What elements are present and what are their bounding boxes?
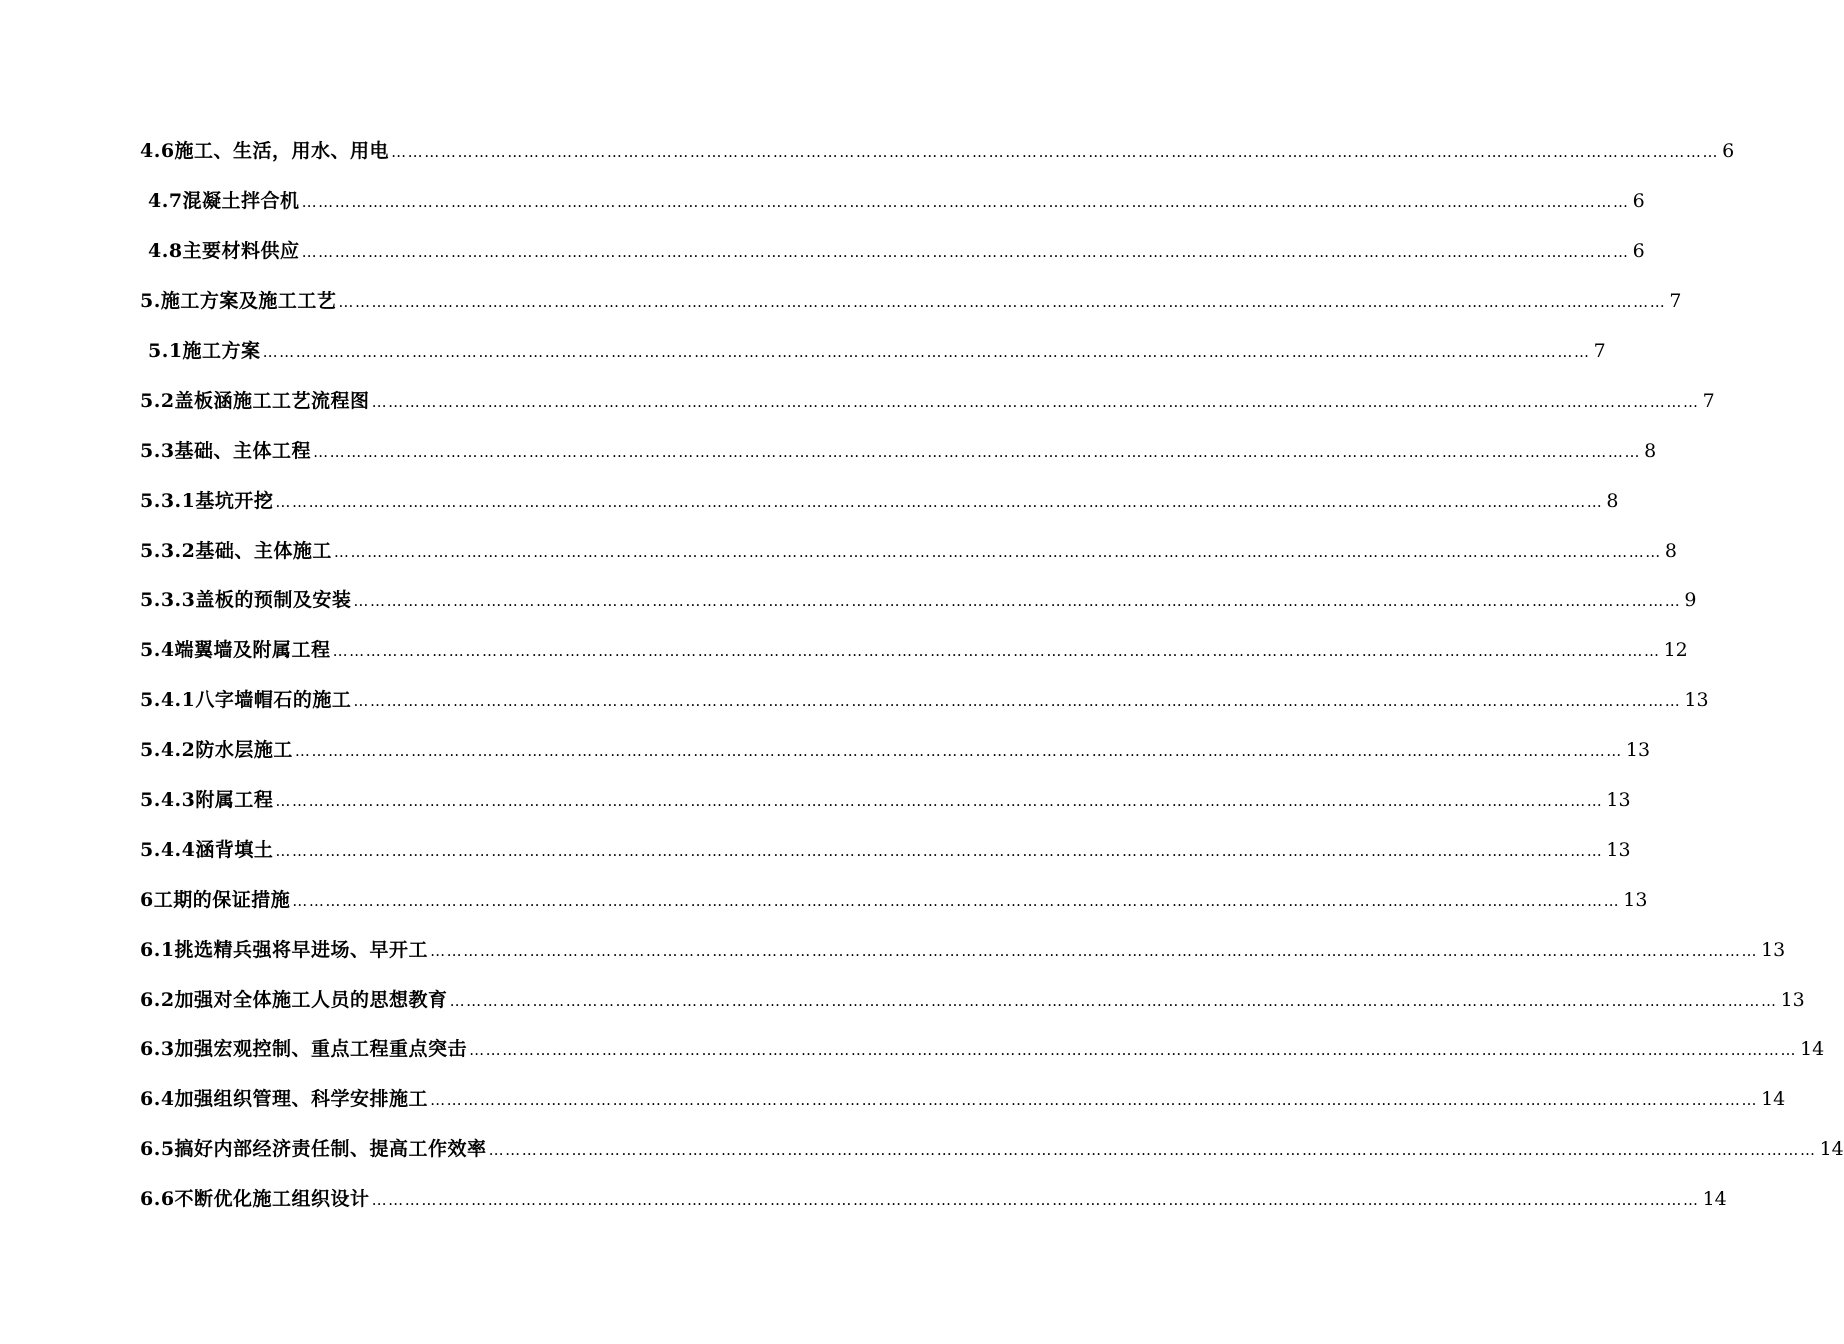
toc-leader-dots: …………………………………………………………………………………………………………………………………………………………………………………………………………………… bbox=[262, 343, 1591, 361]
toc-entry[interactable] bbox=[0, 776, 1631, 826]
toc-entry-label: 5.2盖板涵施工工艺流程图 bbox=[140, 389, 370, 412]
toc-entry[interactable] bbox=[0, 1075, 1786, 1125]
toc-leader-dots: …………………………………………………………………………………………………………………………………………………………………………………………………………………… bbox=[292, 891, 1621, 910]
toc-entry-page: 13 bbox=[1623, 888, 1648, 911]
toc-leader-dots: …………………………………………………………………………………………………………………………………………………………………………………………………………………… bbox=[449, 991, 1778, 1010]
toc-entry-label: 6.4加强组织管理、科学安排施工 bbox=[140, 1088, 429, 1111]
toc-entry-page: 14 bbox=[1800, 1038, 1825, 1061]
toc-entry-label: 4.8主要材料供应 bbox=[148, 240, 300, 263]
toc-entry-page: 13 bbox=[1606, 789, 1631, 812]
toc-entry-label: 5.4端翼墙及附属工程 bbox=[140, 639, 331, 662]
toc-entry[interactable] bbox=[0, 825, 1631, 875]
toc-entry-label: 5.3基础、主体工程 bbox=[140, 439, 312, 462]
toc-leader-dots: …………………………………………………………………………………………………………………………………………………………………………………………………………………… bbox=[301, 243, 1630, 262]
toc-entry[interactable] bbox=[0, 925, 1786, 975]
toc-entry-page: 7 bbox=[1593, 340, 1606, 362]
toc-leader-dots: …………………………………………………………………………………………………………………………………………………………………………………………………………………… bbox=[353, 692, 1682, 711]
toc-entry[interactable] bbox=[0, 177, 1645, 227]
toc-leader-dots: …………………………………………………………………………………………………………………………………………………………………………………………………………………… bbox=[488, 1141, 1817, 1160]
toc-entry-page: 12 bbox=[1663, 639, 1688, 662]
toc-entry-label: 5.4.1八字墙帽石的施工 bbox=[140, 689, 352, 712]
toc-entry[interactable] bbox=[0, 726, 1651, 776]
toc-entry-page: 14 bbox=[1761, 1088, 1786, 1111]
toc-entry[interactable] bbox=[0, 1175, 1727, 1225]
toc-entry-label: 6.5搞好内部经济责任制、提高工作效率 bbox=[140, 1138, 487, 1161]
toc-leader-dots: …………………………………………………………………………………………………………………………………………………………………………………………………………………… bbox=[338, 293, 1667, 312]
toc-leader-dots: …………………………………………………………………………………………………………………………………………………………………………………………………………………… bbox=[469, 1041, 1798, 1060]
toc-entry-page: 13 bbox=[1780, 988, 1805, 1011]
toc-leader-dots: …………………………………………………………………………………………………………………………………………………………………………………………………………………… bbox=[430, 1091, 1759, 1110]
toc-entry-label: 5.3.1基坑开挖 bbox=[140, 489, 274, 512]
toc-entry-label: 5.1施工方案 bbox=[148, 340, 261, 362]
toc-entry[interactable] bbox=[0, 576, 1697, 626]
toc-entry-label: 5.3.3盖板的预制及安装 bbox=[140, 589, 352, 612]
toc-entry[interactable] bbox=[0, 327, 1606, 377]
toc-entry-label: 6工期的保证措施 bbox=[140, 888, 291, 911]
toc-leader-dots: …………………………………………………………………………………………………………………………………………………………………………………………………………………… bbox=[294, 742, 1623, 761]
toc-entry-page: 9 bbox=[1684, 589, 1697, 612]
toc-entry[interactable] bbox=[0, 376, 1715, 426]
toc-leader-dots: …………………………………………………………………………………………………………………………………………………………………………………………………………………… bbox=[333, 542, 1662, 561]
toc-entry-page: 6 bbox=[1722, 140, 1735, 163]
toc-leader-dots: …………………………………………………………………………………………………………………………………………………………………………………………………………………… bbox=[371, 392, 1700, 411]
toc-entry-label: 4.7混凝土拌合机 bbox=[148, 190, 300, 213]
toc-leader-dots: …………………………………………………………………………………………………………………………………………………………………………………………………………………… bbox=[371, 1191, 1700, 1210]
toc-entry[interactable] bbox=[0, 277, 1682, 327]
toc-entry-page: 13 bbox=[1761, 938, 1786, 961]
toc-entry[interactable] bbox=[0, 875, 1648, 925]
toc-entry-label: 6.1挑选精兵强将早进场、早开工 bbox=[140, 938, 429, 961]
toc-entry-page: 6 bbox=[1632, 190, 1645, 213]
toc-leader-dots: …………………………………………………………………………………………………………………………………………………………………………………………………………………… bbox=[275, 792, 1604, 811]
toc-entry-label: 5.施工方案及施工工艺 bbox=[140, 290, 337, 313]
toc-leader-dots: …………………………………………………………………………………………………………………………………………………………………………………………………………………… bbox=[353, 592, 1682, 611]
toc-entry-page: 13 bbox=[1606, 838, 1631, 861]
toc-entry[interactable] bbox=[0, 676, 1709, 726]
toc-leader-dots: …………………………………………………………………………………………………………………………………………………………………………………………………………………… bbox=[275, 841, 1604, 860]
toc-entry-page: 8 bbox=[1664, 539, 1677, 562]
toc-entry-page: 13 bbox=[1625, 739, 1651, 762]
toc-entry[interactable] bbox=[0, 1125, 1844, 1175]
toc-entry[interactable] bbox=[0, 426, 1657, 476]
toc-entry-label: 6.3加强宏观控制、重点工程重点突击 bbox=[140, 1038, 468, 1061]
toc-entry[interactable] bbox=[0, 626, 1688, 676]
toc-entry[interactable] bbox=[0, 127, 1735, 177]
toc-entry[interactable] bbox=[0, 975, 1805, 1025]
toc-leader-dots: …………………………………………………………………………………………………………………………………………………………………………………………………………………… bbox=[313, 442, 1642, 461]
toc-entry-label: 6.6不断优化施工组织设计 bbox=[140, 1188, 370, 1211]
toc-entry-page: 6 bbox=[1632, 240, 1645, 263]
toc-entry-label: 6.2加强对全体施工人员的思想教育 bbox=[140, 988, 448, 1011]
toc-entry-label: 5.4.3附属工程 bbox=[140, 789, 274, 812]
toc-entry-label: 5.4.2防水层施工 bbox=[140, 739, 293, 762]
toc-entry-page: 7 bbox=[1669, 290, 1682, 313]
toc-entry[interactable] bbox=[0, 1025, 1825, 1075]
toc-entry[interactable] bbox=[0, 227, 1645, 277]
toc-entry-page: 8 bbox=[1606, 489, 1619, 512]
toc-entry-label: 5.4.4涵背填土 bbox=[140, 838, 274, 861]
toc-entry-page: 14 bbox=[1702, 1188, 1727, 1211]
toc-leader-dots: …………………………………………………………………………………………………………………………………………………………………………………………………………………… bbox=[275, 492, 1604, 511]
toc-entry[interactable] bbox=[0, 526, 1677, 576]
toc-entry[interactable] bbox=[0, 476, 1619, 526]
table-of-contents bbox=[0, 127, 1844, 1225]
toc-leader-dots: …………………………………………………………………………………………………………………………………………………………………………………………………………………… bbox=[301, 193, 1630, 212]
toc-entry-label: 4.6施工、生活，用水、用电 bbox=[140, 140, 390, 163]
toc-entry-page: 13 bbox=[1684, 689, 1709, 712]
toc-leader-dots: …………………………………………………………………………………………………………………………………………………………………………………………………………………… bbox=[332, 642, 1661, 661]
toc-entry-label: 5.3.2基础、主体施工 bbox=[140, 539, 332, 562]
toc-entry-page: 14 bbox=[1819, 1138, 1844, 1161]
toc-entry-page: 7 bbox=[1702, 389, 1715, 412]
toc-entry-page: 8 bbox=[1644, 439, 1657, 462]
toc-leader-dots: …………………………………………………………………………………………………………………………………………………………………………………………………………………… bbox=[430, 941, 1759, 960]
toc-leader-dots: …………………………………………………………………………………………………………………………………………………………………………………………………………………… bbox=[391, 143, 1720, 162]
